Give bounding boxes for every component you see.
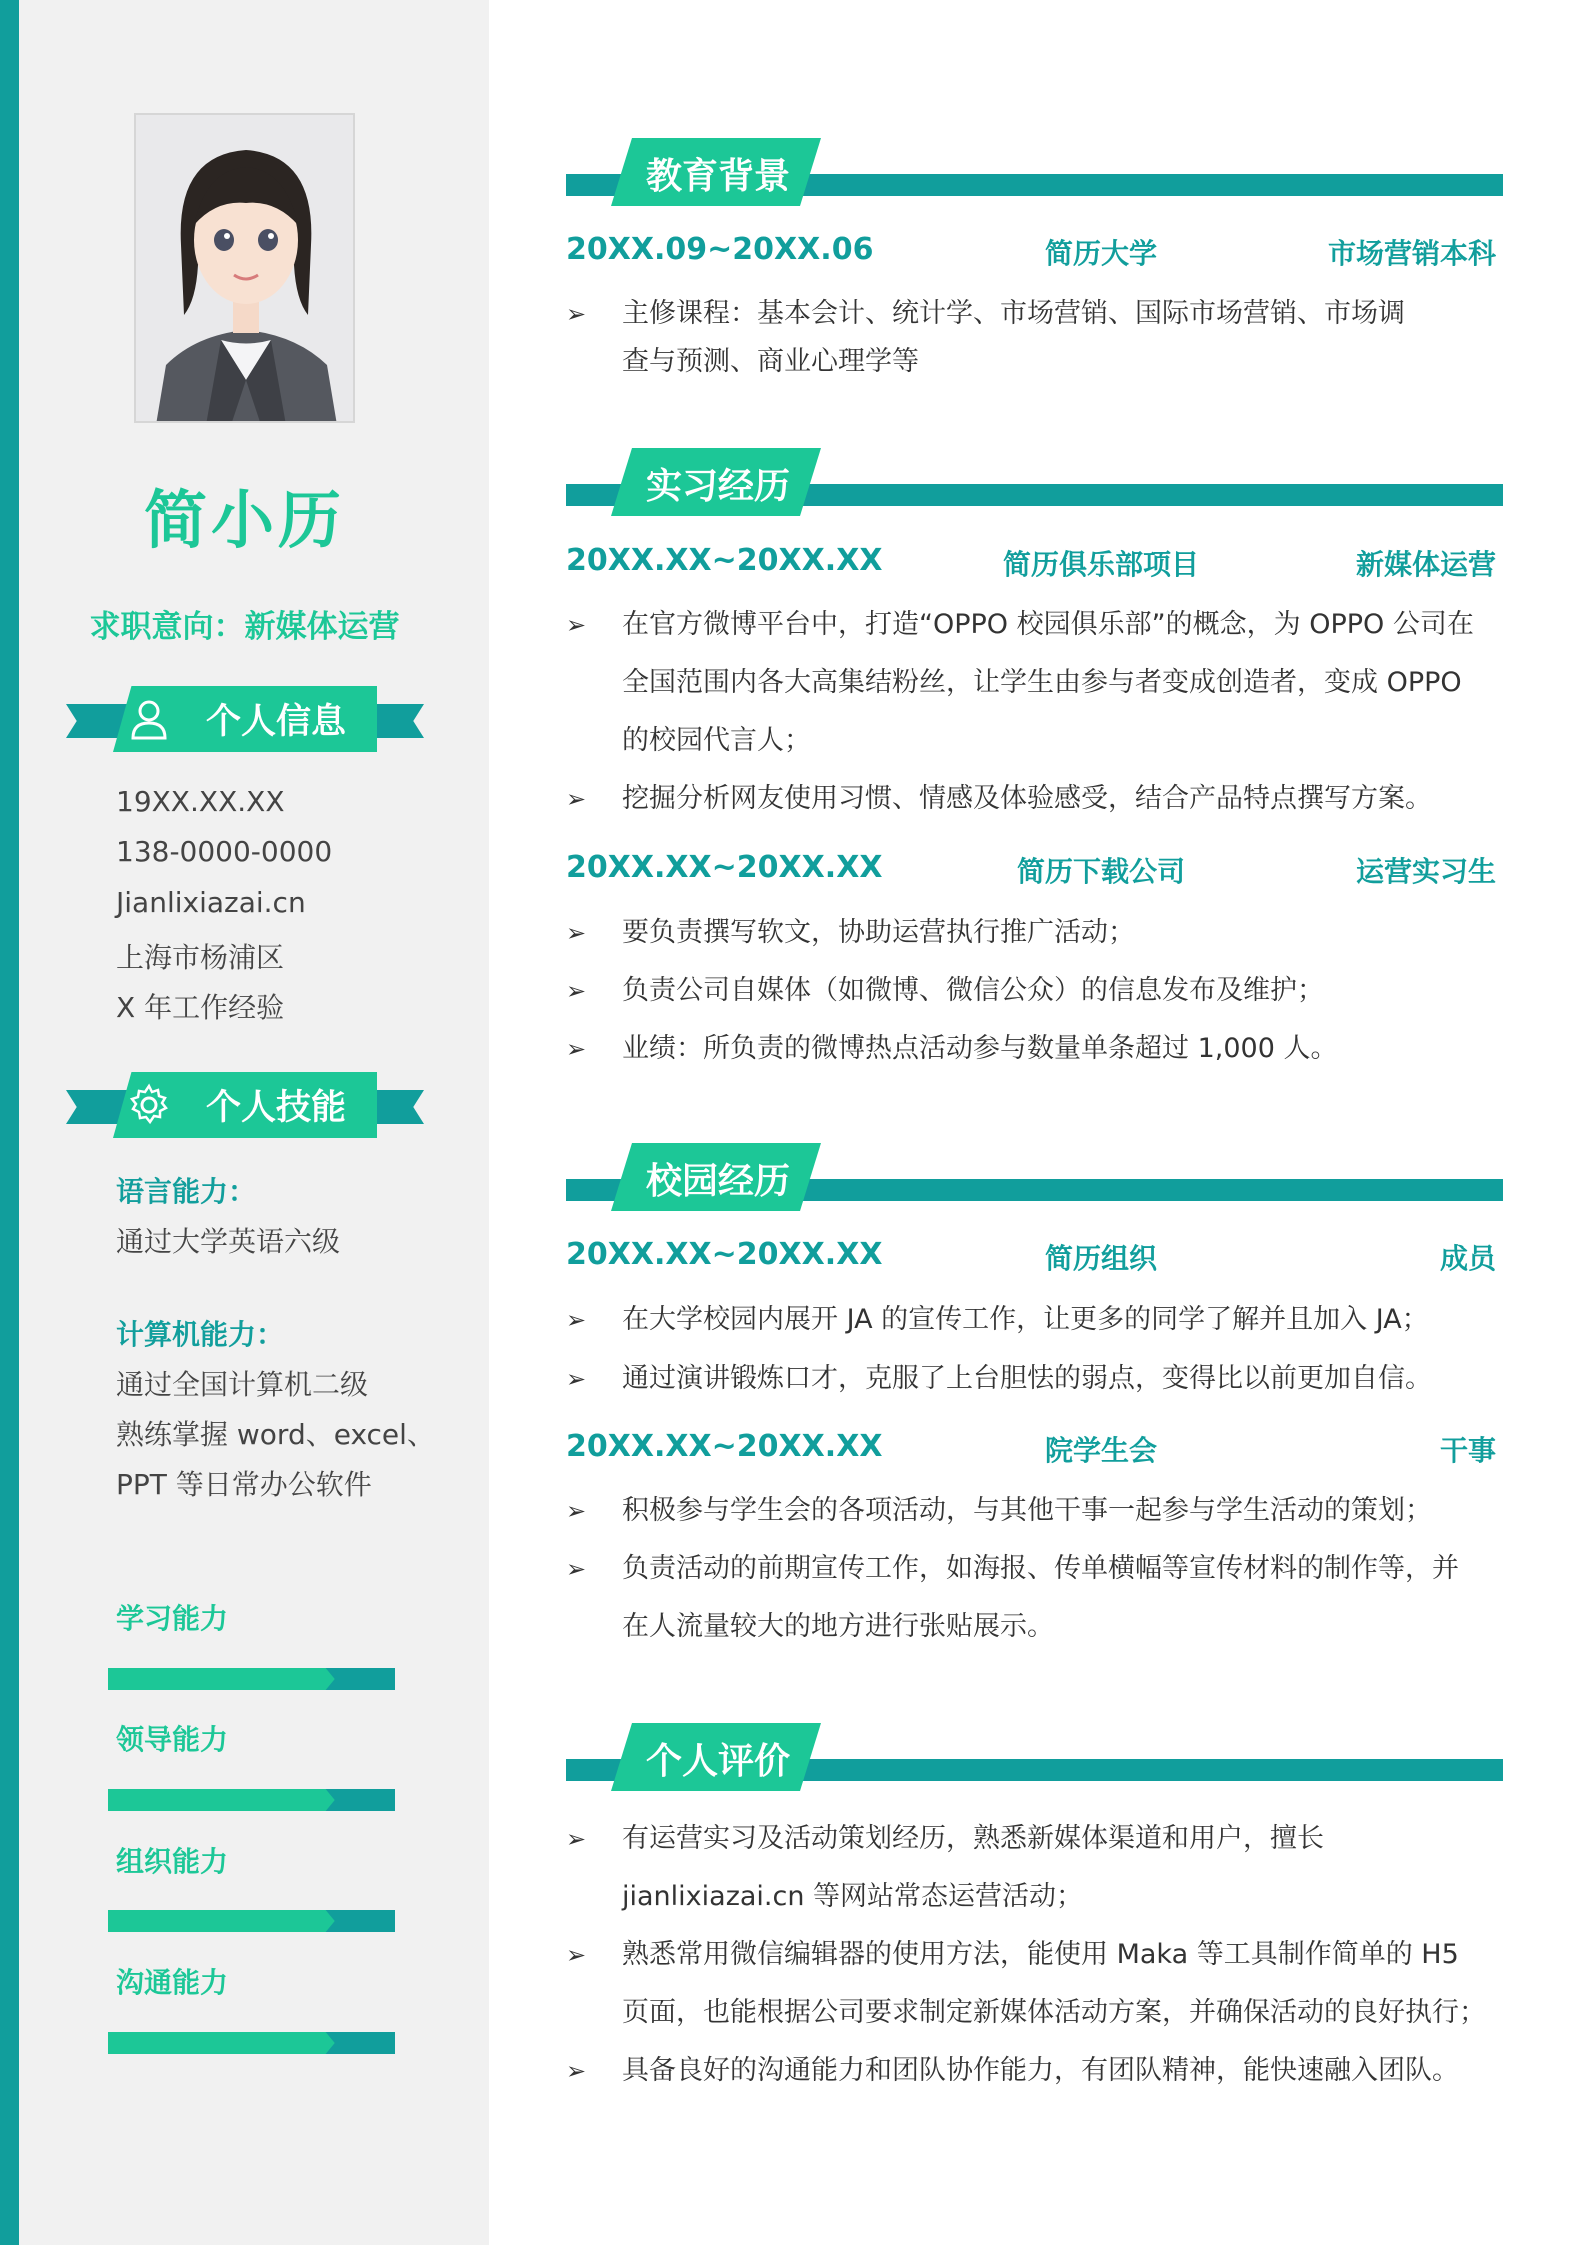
campus-date: 20XX.XX~20XX.XX: [566, 1237, 883, 1272]
skill-bar-organization: [108, 1910, 395, 1932]
language-skill-text: 通过大学英语六级: [116, 1225, 341, 1258]
education-date: 20XX.09~20XX.06: [566, 232, 874, 267]
bullet-arrow-icon: ➢: [566, 785, 587, 813]
campus-role: 干事: [1439, 1434, 1496, 1467]
bullet-arrow-icon: ➢: [566, 1555, 587, 1583]
campus-bullet: [566, 1350, 1496, 1408]
evaluation-bullet: [566, 1926, 1496, 2042]
internship-bullet: [566, 770, 1496, 828]
internship-bullet: [566, 904, 1496, 962]
user-icon: [126, 696, 172, 742]
bullet-text: 在人流量较大的地方进行张贴展示。: [622, 1611, 1054, 1642]
bullet-text: 有运营实习及活动策划经历，熟悉新媒体渠道和用户，擅长: [622, 1823, 1324, 1854]
campus-date: 20XX.XX~20XX.XX: [566, 1429, 883, 1464]
internship-title: 实习经历: [646, 466, 791, 507]
evaluation-bullet: [566, 1810, 1496, 1926]
skill-label-organization: 组织能力: [116, 1845, 229, 1878]
skill-label-learning: 学习能力: [116, 1602, 229, 1635]
internship-date: 20XX.XX~20XX.XX: [566, 543, 883, 578]
bullet-text: 积极参与学生会的各项活动，与其他干事一起参与学生活动的策划；: [622, 1495, 1432, 1526]
campus-org: 简历组织: [1044, 1242, 1157, 1275]
campus-header: [566, 1143, 1503, 1213]
bullet-text: 主修课程：基本会计、统计学、市场营销、国际市场营销、市场调: [622, 298, 1405, 329]
info-experience: X 年工作经验: [116, 991, 285, 1024]
personal-info-header: [66, 686, 424, 752]
education-major: 市场营销本科: [1327, 237, 1496, 270]
bullet-text: 要负责撰写软文，协助运营执行推广活动；: [622, 917, 1135, 948]
evaluation-bullet: [566, 2042, 1496, 2100]
bullet-text: 挖掘分析网友使用习惯、情感及体验感受，结合产品特点撰写方案。: [622, 783, 1432, 814]
bullet-text: 业绩：所负责的微博热点活动参与数量单条超过 1,000 人。: [622, 1033, 1338, 1064]
bullet-text: 在大学校园内展开 JA 的宣传工作，让更多的同学了解并且加入 JA；: [622, 1304, 1429, 1335]
bullet-text: 查与预测、商业心理学等: [622, 346, 919, 377]
campus-role: 成员: [1439, 1242, 1496, 1275]
bullet-text: 熟悉常用微信编辑器的使用方法，能使用 Maka 等工具制作简单的 H5: [622, 1939, 1459, 1970]
gear-icon: [126, 1082, 172, 1128]
left-accent-stripe: [0, 0, 19, 2245]
job-intent: 求职意向：新媒体运营: [89, 609, 400, 645]
computer-skill-title: 计算机能力：: [116, 1318, 285, 1351]
skill-bar-leadership: [108, 1789, 395, 1811]
skills-title: 个人技能: [206, 1088, 347, 1128]
campus-row: [566, 1237, 1496, 1281]
internship-bullet: [566, 962, 1496, 1020]
internship-bullet: [566, 1020, 1496, 1078]
internship-org: 简历俱乐部项目: [1002, 548, 1199, 581]
candidate-name: 简小历: [144, 484, 345, 557]
bullet-arrow-icon: ➢: [566, 1035, 587, 1063]
internship-role: 新媒体运营: [1355, 548, 1496, 581]
bullet-text: 页面，也能根据公司要求制定新媒体活动方案，并确保活动的良好执行；: [622, 1997, 1486, 2028]
campus-row: [566, 1429, 1496, 1473]
info-birthdate: 19XX.XX.XX: [116, 785, 285, 818]
bullet-arrow-icon: ➢: [566, 977, 587, 1005]
skill-bar-learning: [108, 1668, 395, 1690]
bullet-text: 在官方微博平台中，打造“OPPO 校园俱乐部”的概念，为 OPPO 公司在: [622, 609, 1474, 640]
bullet-arrow-icon: ➢: [566, 1365, 587, 1393]
internship-header: [566, 448, 1503, 518]
computer-skill-line: 通过全国计算机二级: [116, 1368, 369, 1401]
language-skill-title: 语言能力：: [116, 1175, 257, 1208]
education-header: [566, 138, 1503, 208]
bullet-text: 具备良好的沟通能力和团队协作能力，有团队精神，能快速融入团队。: [622, 2055, 1459, 2086]
skill-label-communication: 沟通能力: [116, 1966, 229, 1999]
info-phone: 138-0000-0000: [116, 835, 333, 868]
bullet-text: 通过演讲锻炼口才，克服了上台胆怯的弱点，变得比以前更加自信。: [622, 1363, 1432, 1394]
skill-label-leadership: 领导能力: [116, 1723, 229, 1756]
bullet-arrow-icon: ➢: [566, 919, 587, 947]
computer-skill-line: PPT 等日常办公软件: [116, 1468, 372, 1501]
education-bullet: [566, 290, 1496, 386]
info-website: Jianlixiazai.cn: [116, 886, 306, 919]
campus-org: 院学生会: [1044, 1434, 1157, 1467]
bullet-arrow-icon: ➢: [566, 611, 587, 639]
education-school: 简历大学: [1044, 237, 1157, 270]
campus-bullet: [566, 1540, 1496, 1656]
bullet-arrow-icon: ➢: [566, 1306, 587, 1334]
bullet-arrow-icon: ➢: [566, 2057, 587, 2085]
internship-bullet: [566, 596, 1496, 770]
skill-bar-communication: [108, 2032, 395, 2054]
evaluation-header: [566, 1723, 1503, 1793]
campus-bullet: [566, 1291, 1496, 1349]
skill-bar-fill: [108, 1668, 335, 1690]
info-location: 上海市杨浦区: [116, 941, 285, 974]
education-title: 教育背景: [646, 156, 791, 197]
personal-info-title: 个人信息: [206, 702, 347, 742]
skill-bar-fill: [108, 1910, 335, 1932]
bullet-text: jianlixiazai.cn 等网站常态运营活动；: [622, 1881, 1084, 1912]
skill-bar-fill: [108, 2032, 335, 2054]
bullet-text: 负责活动的前期宣传工作，如海报、传单横幅等宣传材料的制作等，并: [622, 1553, 1459, 1584]
internship-org: 简历下载公司: [1016, 855, 1185, 888]
bullet-text: 全国范围内各大高集结粉丝，让学生由参与者变成创造者，变成 OPPO: [622, 667, 1462, 698]
profile-photo: [134, 113, 355, 423]
internship-date: 20XX.XX~20XX.XX: [566, 850, 883, 885]
internship-row: [566, 850, 1496, 894]
bullet-arrow-icon: ➢: [566, 300, 587, 328]
bullet-arrow-icon: ➢: [566, 1497, 587, 1525]
internship-row: [566, 543, 1496, 587]
bullet-arrow-icon: ➢: [566, 1825, 587, 1853]
campus-title: 校园经历: [646, 1161, 791, 1202]
bullet-text: 的校园代言人；: [622, 725, 811, 756]
skills-header: [66, 1072, 424, 1138]
campus-bullet: [566, 1482, 1496, 1540]
bullet-arrow-icon: ➢: [566, 1941, 587, 1969]
skill-bar-fill: [108, 1789, 335, 1811]
internship-role: 运营实习生: [1355, 855, 1496, 888]
computer-skill-line: 熟练掌握 word、excel、: [116, 1418, 435, 1451]
education-row: [566, 232, 1496, 276]
evaluation-title: 个人评价: [646, 1741, 791, 1782]
bullet-text: 负责公司自媒体（如微博、微信公众）的信息发布及维护；: [622, 975, 1324, 1006]
